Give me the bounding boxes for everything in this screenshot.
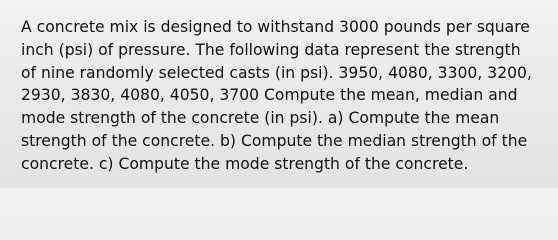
question-line-7: concrete. c) Compute the mode strength of the concrete.: [21, 154, 469, 173]
question-line-2: inch (psi) of pressure. The following data represent the strength: [21, 40, 521, 59]
question-line-5: mode strength of the concrete (in psi). a) Compute the mean: [21, 109, 500, 128]
question-text: [21, 16, 553, 176]
question-line-1: A concrete mix is designed to withstand 3000 pounds per square: [21, 18, 530, 36]
question-line-6: strength of the concrete. b) Compute the median strength of the: [21, 131, 528, 150]
question-line-4: 2930, 3830, 4080, 4050, 3700 Compute the mean, median and: [21, 86, 518, 105]
question-line-3: of nine randomly selected casts (in psi). 3950, 4080, 3300, 3200,: [21, 63, 532, 82]
